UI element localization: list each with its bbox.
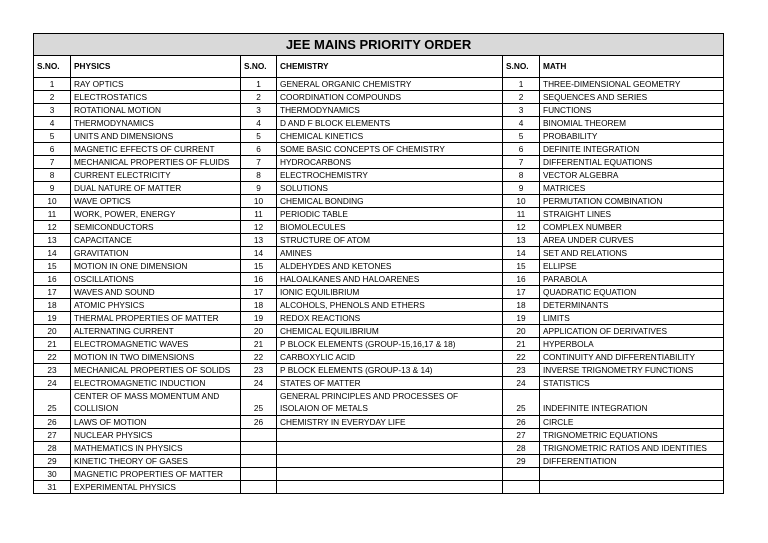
chemistry-sno-cell: 16 <box>241 273 277 286</box>
physics-sno-cell: 13 <box>34 234 71 247</box>
physics-sno-cell: 15 <box>34 260 71 273</box>
physics-sno-header: S.NO. <box>34 56 71 78</box>
physics-sno-cell: 6 <box>34 143 71 156</box>
physics-topic-cell: UNITS AND DIMENSIONS <box>71 130 241 143</box>
physics-topic-cell: MOTION IN ONE DIMENSION <box>71 260 241 273</box>
physics-header: PHYSICS <box>71 56 241 78</box>
chemistry-sno-cell <box>241 429 277 442</box>
math-sno-cell: 18 <box>503 299 540 312</box>
physics-sno-cell: 25 <box>34 390 71 416</box>
math-topic-cell: DIFFERENTIAL EQUATIONS <box>540 156 724 169</box>
chemistry-topic-cell: AMINES <box>277 247 503 260</box>
priority-table <box>33 33 724 494</box>
chemistry-sno-cell <box>241 481 277 494</box>
physics-topic-cell: ELECTROSTATICS <box>71 91 241 104</box>
physics-sno-cell: 9 <box>34 182 71 195</box>
physics-sno-cell: 17 <box>34 286 71 299</box>
math-sno-cell <box>503 481 540 494</box>
math-sno-cell: 6 <box>503 143 540 156</box>
physics-topic-cell: CENTER OF MASS MOMENTUM AND COLLISION <box>71 390 241 416</box>
chemistry-sno-cell: 22 <box>241 351 277 364</box>
table-row <box>34 260 724 273</box>
math-topic-cell: DIFFERENTIATION <box>540 455 724 468</box>
chemistry-sno-cell: 8 <box>241 169 277 182</box>
math-sno-cell: 24 <box>503 377 540 390</box>
chemistry-topic-cell <box>277 481 503 494</box>
physics-sno-cell: 21 <box>34 338 71 351</box>
chemistry-sno-cell: 10 <box>241 195 277 208</box>
physics-sno-cell: 10 <box>34 195 71 208</box>
physics-topic-cell: SEMICONDUCTORS <box>71 221 241 234</box>
physics-topic-cell: NUCLEAR PHYSICS <box>71 429 241 442</box>
math-sno-cell: 13 <box>503 234 540 247</box>
chemistry-sno-cell: 24 <box>241 377 277 390</box>
math-topic-cell: SEQUENCES AND SERIES <box>540 91 724 104</box>
table-row <box>34 247 724 260</box>
chemistry-topic-cell: STATES OF MATTER <box>277 377 503 390</box>
physics-sno-cell: 30 <box>34 468 71 481</box>
math-topic-cell: DETERMINANTS <box>540 299 724 312</box>
physics-sno-cell: 24 <box>34 377 71 390</box>
physics-sno-cell: 12 <box>34 221 71 234</box>
chemistry-sno-cell: 19 <box>241 312 277 325</box>
chemistry-sno-cell: 14 <box>241 247 277 260</box>
math-topic-cell: VECTOR ALGEBRA <box>540 169 724 182</box>
math-sno-cell: 8 <box>503 169 540 182</box>
chemistry-sno-cell: 18 <box>241 299 277 312</box>
physics-sno-cell: 2 <box>34 91 71 104</box>
math-topic-cell: INDEFINITE INTEGRATION <box>540 390 724 416</box>
math-topic-cell: ELLIPSE <box>540 260 724 273</box>
math-sno-cell: 9 <box>503 182 540 195</box>
chemistry-topic-cell: CHEMICAL KINETICS <box>277 130 503 143</box>
chemistry-topic-cell: GENERAL ORGANIC CHEMISTRY <box>277 78 503 91</box>
math-sno-cell: 11 <box>503 208 540 221</box>
chemistry-topic-cell: PERIODIC TABLE <box>277 208 503 221</box>
chemistry-sno-cell <box>241 442 277 455</box>
math-topic-cell: AREA UNDER CURVES <box>540 234 724 247</box>
physics-topic-cell: MATHEMATICS IN PHYSICS <box>71 442 241 455</box>
chemistry-topic-cell: STRUCTURE OF ATOM <box>277 234 503 247</box>
table-row <box>34 156 724 169</box>
table-row <box>34 338 724 351</box>
physics-topic-cell: ELECTROMAGNETIC INDUCTION <box>71 377 241 390</box>
chemistry-topic-cell: ELECTROCHEMISTRY <box>277 169 503 182</box>
chemistry-topic-cell: CHEMICAL EQUILIBRIUM <box>277 325 503 338</box>
chemistry-topic-cell: CHEMICAL BONDING <box>277 195 503 208</box>
chemistry-sno-cell: 25 <box>241 390 277 416</box>
math-topic-cell: DEFINITE INTEGRATION <box>540 143 724 156</box>
physics-topic-cell: KINETIC THEORY OF GASES <box>71 455 241 468</box>
math-sno-cell: 21 <box>503 338 540 351</box>
math-sno-cell: 28 <box>503 442 540 455</box>
table-row <box>34 234 724 247</box>
physics-sno-cell: 11 <box>34 208 71 221</box>
physics-sno-cell: 19 <box>34 312 71 325</box>
chemistry-header: CHEMISTRY <box>277 56 503 78</box>
physics-topic-cell: WAVE OPTICS <box>71 195 241 208</box>
physics-sno-cell: 18 <box>34 299 71 312</box>
chemistry-topic-cell: GENERAL PRINCIPLES AND PROCESSES OF ISOLAION OF METALS <box>277 390 503 416</box>
math-sno-cell: 16 <box>503 273 540 286</box>
table-row <box>34 104 724 117</box>
math-sno-cell: 3 <box>503 104 540 117</box>
table-row <box>34 78 724 91</box>
chemistry-topic-cell <box>277 429 503 442</box>
chemistry-sno-cell: 9 <box>241 182 277 195</box>
physics-topic-cell: ELECTROMAGNETIC WAVES <box>71 338 241 351</box>
chemistry-sno-cell <box>241 455 277 468</box>
math-topic-cell: COMPLEX NUMBER <box>540 221 724 234</box>
math-topic-cell: MATRICES <box>540 182 724 195</box>
table-row <box>34 325 724 338</box>
physics-topic-cell: WAVES AND SOUND <box>71 286 241 299</box>
math-sno-cell: 5 <box>503 130 540 143</box>
math-topic-cell: PROBABILITY <box>540 130 724 143</box>
chemistry-sno-cell: 4 <box>241 117 277 130</box>
physics-sno-cell: 7 <box>34 156 71 169</box>
chemistry-sno-cell: 3 <box>241 104 277 117</box>
math-sno-cell: 20 <box>503 325 540 338</box>
chemistry-topic-cell: SOME BASIC CONCEPTS OF CHEMISTRY <box>277 143 503 156</box>
table-row <box>34 169 724 182</box>
chemistry-topic-cell: HYDROCARBONS <box>277 156 503 169</box>
math-sno-cell: 22 <box>503 351 540 364</box>
table-row <box>34 377 724 390</box>
chemistry-topic-cell: THERMODYNAMICS <box>277 104 503 117</box>
math-sno-cell: 2 <box>503 91 540 104</box>
math-topic-cell <box>540 481 724 494</box>
chemistry-topic-cell: HALOALKANES AND HALOARENES <box>277 273 503 286</box>
table-row <box>34 299 724 312</box>
physics-topic-cell: EXPERIMENTAL PHYSICS <box>71 481 241 494</box>
chemistry-sno-header: S.NO. <box>241 56 277 78</box>
physics-topic-cell: CURRENT ELECTRICITY <box>71 169 241 182</box>
physics-sno-cell: 31 <box>34 481 71 494</box>
table-row <box>34 195 724 208</box>
chemistry-topic-cell: D AND F BLOCK ELEMENTS <box>277 117 503 130</box>
math-topic-cell <box>540 468 724 481</box>
chemistry-topic-cell: CARBOXYLIC ACID <box>277 351 503 364</box>
math-sno-cell: 12 <box>503 221 540 234</box>
physics-topic-cell: LAWS OF MOTION <box>71 416 241 429</box>
math-sno-header: S.NO. <box>503 56 540 78</box>
physics-sno-cell: 22 <box>34 351 71 364</box>
table-row <box>34 143 724 156</box>
table-row <box>34 273 724 286</box>
math-sno-cell: 15 <box>503 260 540 273</box>
table-row <box>34 312 724 325</box>
math-topic-cell: PERMUTATION COMBINATION <box>540 195 724 208</box>
math-sno-cell: 7 <box>503 156 540 169</box>
table-row <box>34 286 724 299</box>
table-row <box>34 481 724 494</box>
physics-topic-cell: MECHANICAL PROPERTIES OF SOLIDS <box>71 364 241 377</box>
chemistry-topic-cell <box>277 455 503 468</box>
physics-topic-cell: THERMAL PROPERTIES OF MATTER <box>71 312 241 325</box>
chemistry-sno-cell: 11 <box>241 208 277 221</box>
physics-topic-cell: ROTATIONAL MOTION <box>71 104 241 117</box>
physics-sno-cell: 28 <box>34 442 71 455</box>
table-row <box>34 117 724 130</box>
physics-sno-cell: 3 <box>34 104 71 117</box>
physics-sno-cell: 16 <box>34 273 71 286</box>
physics-topic-cell: THERMODYNAMICS <box>71 117 241 130</box>
math-sno-cell: 10 <box>503 195 540 208</box>
chemistry-sno-cell: 1 <box>241 78 277 91</box>
physics-sno-cell: 27 <box>34 429 71 442</box>
math-topic-cell: INVERSE TRIGNOMETRY FUNCTIONS <box>540 364 724 377</box>
physics-sno-cell: 14 <box>34 247 71 260</box>
chemistry-topic-cell: COORDINATION COMPOUNDS <box>277 91 503 104</box>
chemistry-sno-cell: 13 <box>241 234 277 247</box>
page-title: JEE MAINS PRIORITY ORDER <box>34 34 724 56</box>
math-topic-cell: BINOMIAL THEOREM <box>540 117 724 130</box>
math-sno-cell <box>503 468 540 481</box>
math-sno-cell: 23 <box>503 364 540 377</box>
chemistry-topic-cell: BIOMOLECULES <box>277 221 503 234</box>
math-sno-cell: 25 <box>503 390 540 416</box>
math-sno-cell: 19 <box>503 312 540 325</box>
physics-topic-cell: OSCILLATIONS <box>71 273 241 286</box>
chemistry-topic-cell: REDOX REACTIONS <box>277 312 503 325</box>
chemistry-sno-cell: 7 <box>241 156 277 169</box>
physics-topic-cell: MOTION IN TWO DIMENSIONS <box>71 351 241 364</box>
chemistry-sno-cell: 17 <box>241 286 277 299</box>
math-topic-cell: TRIGNOMETRIC RATIOS AND IDENTITIES <box>540 442 724 455</box>
chemistry-topic-cell: ALCOHOLS, PHENOLS AND ETHERS <box>277 299 503 312</box>
chemistry-sno-cell: 6 <box>241 143 277 156</box>
table-row <box>34 429 724 442</box>
physics-sno-cell: 29 <box>34 455 71 468</box>
math-topic-cell: CONTINUITY AND DIFFERENTIABILITY <box>540 351 724 364</box>
chemistry-sno-cell: 2 <box>241 91 277 104</box>
math-topic-cell: FUNCTIONS <box>540 104 724 117</box>
table-row <box>34 221 724 234</box>
table-row <box>34 455 724 468</box>
math-topic-cell: SET AND RELATIONS <box>540 247 724 260</box>
chemistry-sno-cell: 21 <box>241 338 277 351</box>
table-row <box>34 208 724 221</box>
math-sno-cell: 26 <box>503 416 540 429</box>
physics-topic-cell: DUAL NATURE OF MATTER <box>71 182 241 195</box>
chemistry-topic-cell: P BLOCK ELEMENTS (GROUP-13 & 14) <box>277 364 503 377</box>
title-row <box>34 34 724 56</box>
physics-topic-cell: ALTERNATING CURRENT <box>71 325 241 338</box>
physics-topic-cell: CAPACITANCE <box>71 234 241 247</box>
physics-topic-cell: MECHANICAL PROPERTIES OF FLUIDS <box>71 156 241 169</box>
table-row <box>34 182 724 195</box>
chemistry-sno-cell: 23 <box>241 364 277 377</box>
math-sno-cell: 1 <box>503 78 540 91</box>
physics-sno-cell: 23 <box>34 364 71 377</box>
table-row <box>34 390 724 416</box>
math-topic-cell: CIRCLE <box>540 416 724 429</box>
table-row <box>34 416 724 429</box>
physics-topic-cell: MAGNETIC PROPERTIES OF MATTER <box>71 468 241 481</box>
math-sno-cell: 14 <box>503 247 540 260</box>
table-row <box>34 130 724 143</box>
math-topic-cell: TRIGNOMETRIC EQUATIONS <box>540 429 724 442</box>
header-row <box>34 56 724 78</box>
chemistry-topic-cell <box>277 468 503 481</box>
physics-topic-cell: WORK, POWER, ENERGY <box>71 208 241 221</box>
table-row <box>34 364 724 377</box>
physics-topic-cell: ATOMIC PHYSICS <box>71 299 241 312</box>
math-topic-cell: QUADRATIC EQUATION <box>540 286 724 299</box>
physics-topic-cell: GRAVITATION <box>71 247 241 260</box>
physics-sno-cell: 8 <box>34 169 71 182</box>
chemistry-topic-cell <box>277 442 503 455</box>
math-topic-cell: THREE-DIMENSIONAL GEOMETRY <box>540 78 724 91</box>
math-sno-cell: 17 <box>503 286 540 299</box>
math-sno-cell: 29 <box>503 455 540 468</box>
math-topic-cell: STRAIGHT LINES <box>540 208 724 221</box>
chemistry-sno-cell: 12 <box>241 221 277 234</box>
math-header: MATH <box>540 56 724 78</box>
table-row <box>34 442 724 455</box>
math-topic-cell: APPLICATION OF DERIVATIVES <box>540 325 724 338</box>
physics-topic-cell: MAGNETIC EFFECTS OF CURRENT <box>71 143 241 156</box>
table-row <box>34 351 724 364</box>
math-sno-cell: 4 <box>503 117 540 130</box>
chemistry-sno-cell: 20 <box>241 325 277 338</box>
math-topic-cell: STATISTICS <box>540 377 724 390</box>
chemistry-topic-cell: IONIC EQUILIBRIUM <box>277 286 503 299</box>
physics-sno-cell: 4 <box>34 117 71 130</box>
chemistry-sno-cell: 5 <box>241 130 277 143</box>
chemistry-topic-cell: ALDEHYDES AND KETONES <box>277 260 503 273</box>
chemistry-topic-cell: SOLUTIONS <box>277 182 503 195</box>
chemistry-topic-cell: CHEMISTRY IN EVERYDAY LIFE <box>277 416 503 429</box>
chemistry-topic-cell: P BLOCK ELEMENTS (GROUP-15,16,17 & 18) <box>277 338 503 351</box>
physics-sno-cell: 1 <box>34 78 71 91</box>
math-sno-cell: 27 <box>503 429 540 442</box>
math-topic-cell: LIMITS <box>540 312 724 325</box>
table-row <box>34 91 724 104</box>
chemistry-sno-cell <box>241 468 277 481</box>
math-topic-cell: HYPERBOLA <box>540 338 724 351</box>
table-row <box>34 468 724 481</box>
physics-sno-cell: 5 <box>34 130 71 143</box>
physics-sno-cell: 26 <box>34 416 71 429</box>
math-topic-cell: PARABOLA <box>540 273 724 286</box>
physics-topic-cell: RAY OPTICS <box>71 78 241 91</box>
chemistry-sno-cell: 26 <box>241 416 277 429</box>
chemistry-sno-cell: 15 <box>241 260 277 273</box>
physics-sno-cell: 20 <box>34 325 71 338</box>
